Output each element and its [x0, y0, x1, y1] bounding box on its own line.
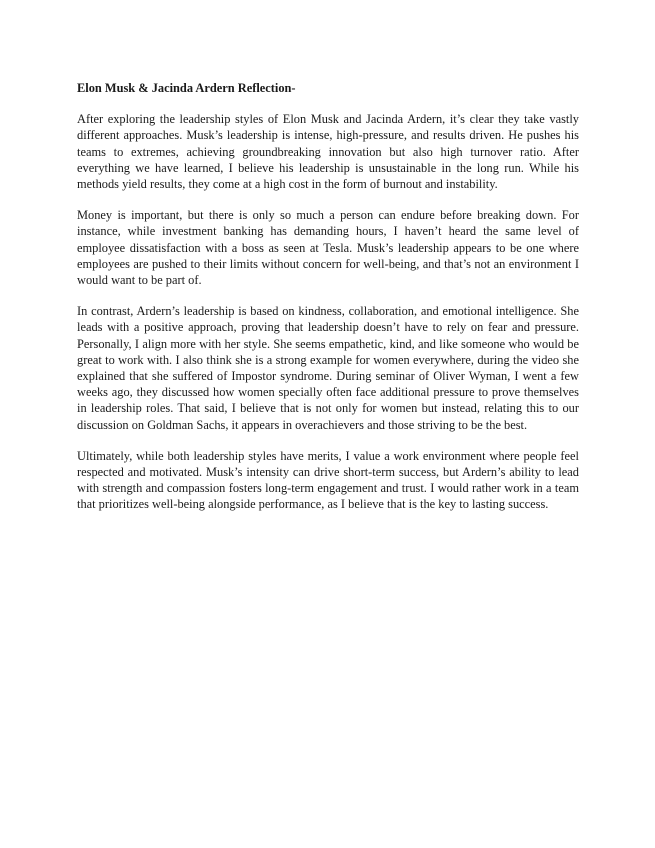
- paragraph-intro: After exploring the leadership styles of Elon Musk and Jacinda Ardern, it’s clear they take vastly different approaches. Musk’s leadership is intense, high-pressure, and results driven. He pushes his teams to extremes, achieving groundbreaking innovation but also high turnover ratio. After everything we have learned, I believe his leadership is unsustainable in the long run. While his methods yield results, they come at a high cost in the form of burnout and instability.: [77, 112, 579, 192]
- paragraph-money: Money is important, but there is only so much a person can endure before breaking down. For instance, while investment banking has demanding hours, I haven’t heard the same level of employee dissatisfaction with a boss as seen at Tesla. Musk’s leadership appears to be one where employees are pushed to their limits without concern for well-being, and that’s not an environment I would want to be part of.: [77, 208, 579, 288]
- paragraph-conclusion: Ultimately, while both leadership styles have merits, I value a work environment where people feel respected and motivated. Musk’s intensity can drive short-term success, but Ardern’s ability to lead with strength and compassion fosters long-term engagement and trust. I would rather work in a team that prioritizes well-being alongside performance, as I believe that is the key to lasting success.: [77, 448, 579, 512]
- document-body: [77, 80, 579, 528]
- document-title: Elon Musk & Jacinda Ardern Reflection-: [77, 81, 296, 95]
- paragraph-contrast: In contrast, Ardern’s leadership is based on kindness, collaboration, and emotional intelligence. She leads with a positive approach, proving that leadership doesn’t have to rely on fear and pressure. Personally, I align more with her style. She seems empathetic, kind, and like someone who would be great to work with. I also think she is a strong example for women everywhere, during the video she explained that she suffered of Impostor syndrome. During seminar of Oliver Wyman, I went a few weeks ago, they discussed how women specially often face additional pressure to prove themselves in leadership roles. That said, I believe that is not only for women but instead, relating this to our discussion on Goldman Sachs, it appears in overachievers and those striving to be the best.: [77, 304, 579, 432]
